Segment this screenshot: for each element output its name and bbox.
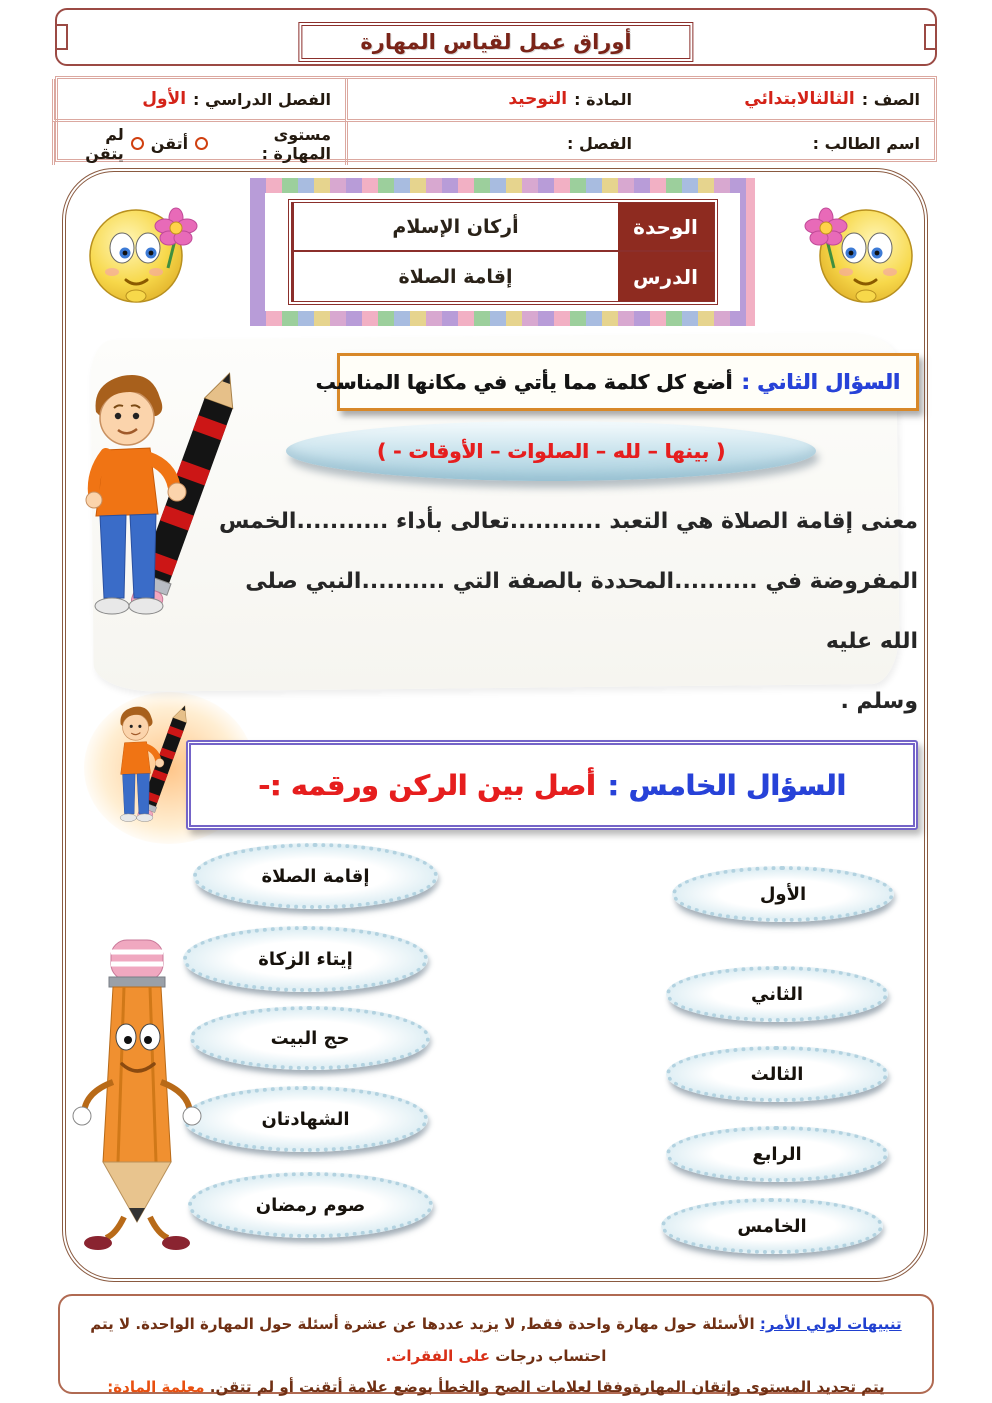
ordinal-cloud: [661, 1198, 883, 1254]
question2-label: السؤال الثاني :: [741, 370, 900, 394]
info-table: [55, 76, 937, 162]
class-cell: [646, 79, 934, 122]
pillar-cloud: [193, 843, 438, 909]
semester-label: الفصل الدراسي :: [193, 89, 331, 109]
footer-line2-text: يتم تحديد المستوى وإتقان المهارةوفقا لعلامات الصح والخطأ بوضع علامة أتقنت أو لم تتقن.: [209, 1378, 885, 1396]
class-label: الصف :: [861, 89, 920, 109]
student-name-cell: [646, 122, 934, 165]
smiley-face-icon: [800, 196, 918, 316]
ordinal-cloud: [672, 866, 894, 922]
page-title: [298, 22, 693, 62]
unit-lesson-table: [288, 199, 718, 305]
ordinal-label: الأول: [759, 883, 807, 905]
paragraph-line: معنى إقامة الصلاة هي التعبد ...........تعالى بأداء ...........الخمس: [218, 509, 918, 534]
top-banner: [55, 8, 937, 66]
ordinal-cloud: [666, 1046, 888, 1102]
skill-level-cell: [52, 122, 345, 165]
skill-option-mastered: أتقن: [150, 134, 189, 153]
circle-icon: [131, 137, 144, 150]
ordinal-label: الثالث: [750, 1063, 804, 1085]
crayon-border: [250, 178, 755, 326]
circle-icon: [195, 137, 208, 150]
semester-cell: [52, 79, 345, 122]
footer-teacher-label: معلمة المادة:: [107, 1378, 205, 1396]
pillar-cloud: [190, 1006, 430, 1070]
word-bank-text: ( بينها – لله – الصلوات – الأوقات - ): [376, 439, 726, 463]
unit-value: أركان الإسلام: [292, 203, 618, 250]
class-value: الثالثالابتدائي: [744, 89, 855, 109]
paragraph-line: وسلم .: [840, 689, 918, 714]
subject-label: المادة :: [574, 89, 632, 109]
pencil-character-illustration: [66, 922, 208, 1258]
section-cell: [345, 122, 646, 165]
student-name-label: اسم الطالب :: [812, 134, 920, 153]
footer-line1-highlight: على الفقرات.: [385, 1346, 491, 1365]
pillar-cloud: [188, 1172, 433, 1238]
pillar-label: إيتاء الزكاة: [258, 948, 353, 970]
question2-header: [315, 353, 919, 411]
section-label: الفصل :: [566, 134, 632, 153]
footer-note-line1: [78, 1309, 914, 1372]
pillar-cloud: [183, 926, 428, 992]
parent-notes-box: [58, 1294, 934, 1394]
question2-prompt: أضع كل كلمة مما يأتي في مكانها المناسب: [315, 370, 733, 394]
footer-heading: تنبيهات لولي الأمر:: [759, 1315, 902, 1333]
ordinal-label: الثاني: [751, 983, 804, 1005]
pillar-label: إقامة الصلاة: [261, 865, 370, 887]
pillar-label: الشهادتان: [261, 1108, 350, 1130]
boy-with-pencil-illustration: [78, 362, 236, 666]
ordinal-label: الخامس: [737, 1215, 807, 1237]
fill-in-paragraph: [200, 492, 918, 732]
subject-cell: [345, 79, 646, 122]
pillar-label: صوم رمضان: [255, 1194, 366, 1216]
question5-header: [186, 740, 918, 830]
pillar-cloud: [183, 1086, 428, 1152]
subject-value: التوحيد: [508, 89, 568, 109]
paragraph-line: المفروضة في ..........المحددة بالصفة التي ..........النبي صلى الله عليه: [245, 569, 918, 654]
boy-with-pencil-illustration: [112, 700, 188, 849]
question5-label: السؤال الخامس :: [607, 768, 846, 802]
word-bank: [286, 421, 816, 481]
unit-label: الوحدة: [618, 203, 714, 250]
lesson-value: إقامة الصلاة: [292, 252, 618, 301]
smiley-face-icon: [84, 196, 202, 316]
banner-endcap-right: [924, 24, 937, 50]
semester-value: الأول: [142, 89, 187, 109]
lesson-label: الدرس: [618, 252, 714, 301]
lesson-row: [292, 252, 714, 301]
ordinal-label: الرابع: [752, 1143, 802, 1165]
footer-note-line2: [78, 1372, 914, 1403]
footer-line1-text: الأسئلة حول مهارة واحدة فقط, لا يزيد عددها عن عشرة أسئلة حول المهارة الواحدة. لا يتم احتساب درجات: [90, 1315, 755, 1365]
banner-endcap-left: [55, 24, 68, 50]
pillar-label: حج البيت: [270, 1027, 350, 1049]
question5-prompt: أصل بين الركن ورقمه :-: [258, 768, 596, 802]
ordinal-cloud: [666, 1126, 888, 1182]
skill-option-not-mastered: لم يتقن: [85, 124, 124, 163]
unit-row: [292, 203, 714, 252]
page-title-text: أوراق عمل لقياس المهارة: [360, 30, 632, 54]
ordinal-cloud: [666, 966, 888, 1022]
skill-level-label: مستوى المهارة :: [261, 124, 331, 163]
